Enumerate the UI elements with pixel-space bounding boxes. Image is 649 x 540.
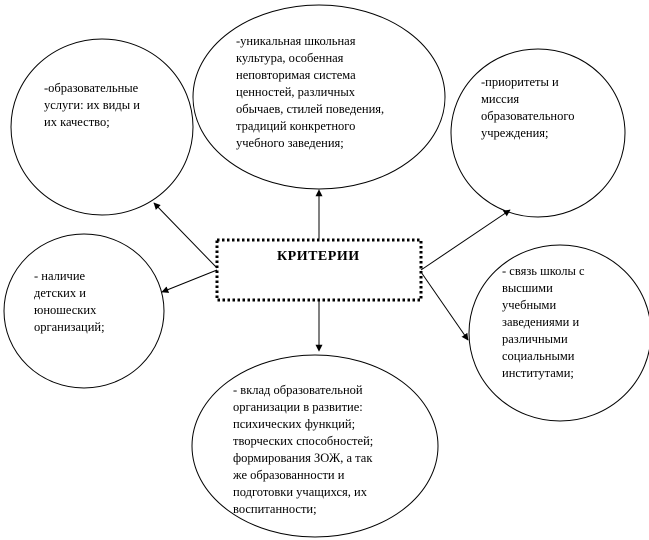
node-bottom-text: - вклад образовательной организации в развитие: психических функций; творческих способностей; формирования ЗОЖ, а так же образованности и подготовки учащихся, их воспитанности; — [233, 383, 374, 516]
node-upper-right-text: -приоритеты и миссия образовательного учреждения; — [481, 75, 575, 140]
arrow-to-upper-left — [154, 203, 217, 268]
arrow-to-lower-left — [162, 270, 217, 292]
node-lower-left-text: - наличие детских и юношеских организаций; — [34, 269, 105, 334]
arrow-to-upper-right — [421, 210, 510, 270]
node-upper-left-text: -образовательные услуги: их виды и их качество; — [44, 81, 140, 129]
node-lower-right-text: - связь школы с высшими учебными заведениями и различными социальными институтами; — [502, 264, 585, 380]
node-top-text: -уникальная школьная культура, особенная неповторимая система ценностей, различных обычаев, стилей поведения, традиций конкретного учебного заведения; — [236, 34, 385, 150]
center-label: КРИТЕРИИ — [277, 249, 360, 264]
arrow-to-lower-right — [421, 272, 468, 340]
